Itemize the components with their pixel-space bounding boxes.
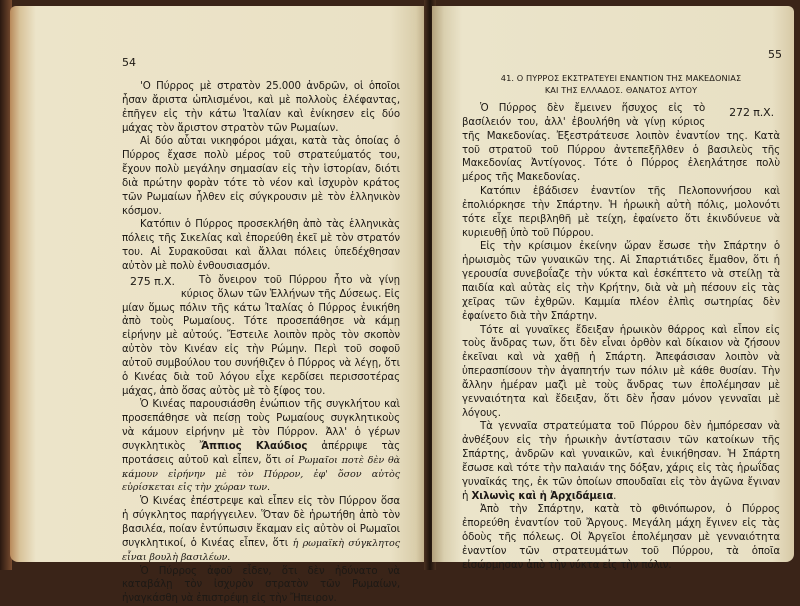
bold-name: Χιλωνὶς καὶ ἡ Ἀρχιδάμεια: [471, 490, 614, 502]
paragraph: Εἰς τὴν κρίσιμον ἐκείνην ὥραν ἔσωσε τὴν Σπάρτην ὁ ἡρωισμὸς τῶν γυναικῶν της. Αἱ Σπαρτιάτιδες ἔμαθον, ὅτι ἡ γερουσία συνεβοΐαζε τὴν νύκτα καὶ ἐσκέπτετο νὰ στείλῃ τὰ παιδία καὶ αὐτὰς εἰς τὴν Κρήτην, διὰ νὰ μὴ πέσουν εἰς τὰς χεῖρας τῶν ἐχθρῶν. Καμμία πλέον ἐλπὶς σωτηρίας δὲν ἐφαίνετο διὰ τὴν Σπάρτην.: [462, 241, 780, 322]
paragraph: Κατόπιν ἐβάδισεν ἐναντίον τῆς Πελοποννήσου καὶ ἐπολιόρκησε τὴν Σπάρτην. Ἡ ἡρωικὴ αὐτὴ πόλις, μολονότι τότε εἶχε περιβληθῆ μὲ τείχη, ἐφαίνετο ὅτι ἐκινδύνευε νὰ κυριευθῇ ὑπὸ τοῦ Πύρρου.: [462, 186, 780, 239]
paragraph: [122, 398, 400, 495]
left-page: [10, 6, 428, 605]
paragraph-text: Ὁ Πύρρος δὲν ἔμεινεν ἥσυχος εἰς τὸ βασίλειόν του, ἀλλ' ἐβουλήθη νὰ γίνῃ κύριος τῆς Μακεδονίας. Ἐξεστράτευσε λοιπὸν ἐναντίον της. Κατὰ τοῦ στρατοῦ τοῦ Πύρρου ἀντεπεξῆλθεν ὁ βασιλεὺς τῆς Μακεδονίας Ἀντίγονος. Τότε ὁ Πύρρος ἐλεηλάτησε πολὺ μέρος τῆς Μακεδονίας.: [462, 103, 780, 184]
paragraph: Ὁ Πύρρος ἀφοῦ εἶδεν, ὅτι δὲν ἠδύνατο νὰ καταβάλῃ τὸν ἰσχυρὸν στρατὸν τῶν Ρωμαίων, ἠναγκάσθη νὰ ἐπιστρέψῃ εἰς τὴν Ἤπειρον.: [122, 565, 400, 605]
left-page-text: [122, 80, 400, 606]
paragraph: [122, 495, 400, 564]
chapter-heading: [462, 72, 780, 96]
italic-quote: ἡ ρωμαϊκὴ σύγκλητος εἶναι βουλὴ βασιλέων.: [122, 537, 400, 563]
paragraph: Τότε αἱ γυναῖκες ἔδειξαν ἡρωικὸν θάρρος καὶ εἶπον εἰς τοὺς ἄνδρας των, ὅτι δὲν εἶναι ὀρθὸν καὶ δίκαιον νὰ ζήσουν ἐκεῖναι καὶ νὰ χαθῇ ἡ Σπάρτη. Ἀπεφάσισαν λοιπὸν νὰ ὑπερασπίσουν τὴν ἀγαπητήν των πόλιν μὲ κάθε θυσίαν. Τὴν ἄλλην ἡμέραν μαζὶ μὲ τοὺς ἄνδρας των ἐπολέμησαν μὲ γενναιότητα καὶ ἔδειξαν, ὅτι δὲν ἦσαν μόνον γενναῖαι μὲ λόγους.: [462, 324, 780, 419]
paragraph-text: .: [613, 490, 617, 502]
paragraph: [462, 102, 780, 185]
paragraph-text: ἀπέρριψε τὰς προτάσεις αὐτοῦ καὶ εἶπεν, ὅτι: [122, 440, 400, 466]
paragraph-text: Τὸ ὄνειρον τοῦ Πύρρου ἦτο νὰ γίνῃ κύριος ὅλων τῶν Ἑλλήνων τῆς Δύσεως. Εἰς μίαν ὅμως πόλιν τῆς κάτω Ἰταλίας ὁ Πύρρος ἐνικήθη ἀπὸ τοὺς Ρωμαίους. Τότε προσεπάθησε νὰ κάμῃ εἰρήνην μὲ αὐτούς. Ἔστειλε λοιπὸν πρὸς τὸν σκοπὸν αὐτὸν τὸν Κινέαν εἰς τὴν Ρώμην. Περὶ τοῦ σοφοῦ αὐτοῦ συμβούλου του συνήθιζεν ὁ Πύρρος νὰ λέγῃ, ὅτι ὁ Κινέας διὰ τοῦ λόγου εἶχε κερδίσει περισσοτέρας μάχας, ἀπὸ ὅσας αὐτὸς μὲ τὸ ξίφος του.: [122, 274, 400, 397]
italic-quote: οἱ Ρωμαῖοι ποτὲ δὲν θὰ κάμουν εἰρήνην μὲ τὸν Πύρρον, ἐφ' ὅσον αὐτὸς εὑρίσκεται εἰς τὴν χώραν των.: [122, 454, 400, 494]
margin-date: 272 π.Χ.: [729, 106, 774, 119]
paragraph: Κατόπιν ὁ Πύρρος προσεκλήθη ἀπὸ τὰς ἑλληνικὰς πόλεις τῆς Σικελίας καὶ ἐπορεύθη ἐκεῖ μὲ τὸν στρατόν του. Αἱ Συρακοῦσαι καὶ ἄλλαι πόλεις ὑπεδέχθησαν αὐτὸν μὲ πολὺ ἐνθουσιασμόν.: [122, 219, 400, 272]
paragraph-text: Ὁ Κινέας ἐπέστρεψε καὶ εἶπεν εἰς τὸν Πύρρον ὅσα ἡ σύγκλητος παρήγγειλεν. Ὅταν δὲ ἠρωτήθη ἀπὸ τὸν βασιλέα, ποίαν ἐντύπωσιν ἔκαμαν εἰς αὐτὸν οἱ Ρωμαῖοι συγκλητικοί, ὁ Κινέας εἶπεν, ὅτι: [122, 496, 400, 549]
right-page-text: [462, 102, 780, 573]
paragraph: Ἀπὸ τὴν Σπάρτην, κατὰ τὸ φθινόπωρον, ὁ Πύρρος ἐπορεύθη ἐναντίον τοῦ Ἄργους. Μεγάλη μάχη ἔγινεν εἰς τὰς ὁδοὺς τῆς πόλεως. Οἱ Ἀργεῖοι ἐπολέμησαν μὲ γενναιότητα ἐναντίον τῶν στρατευμάτων τοῦ Πύρρου, τὰ ὁποῖα εἰσώρμησαν ἀπὸ τὴν νύκτα εἰς τὴν πόλιν.: [462, 504, 780, 571]
paragraph: Αἱ δύο αὗται νικηφόροι μάχαι, κατὰ τὰς ὁποίας ὁ Πύρρος ἔχασε πολὺ μέρος τοῦ στρατεύματός του, ἔχουν πολὺ μεγάλην σημασίαν εἰς τὴν ἱστορίαν, διότι διὰ πρώτην φορὰν τότε τὸ νέον καὶ ἰσχυρὸν κράτος τῶν Ρωμαίων ἦλθεν εἰς σύγκρουσιν μὲ τὸν ἑλληνικὸν κόσμον.: [122, 136, 400, 217]
paragraph: [462, 420, 780, 503]
right-page: [432, 6, 794, 571]
page-number: 55: [768, 48, 782, 61]
chapter-heading-line: 41. Ο ΠΥΡΡΟΣ ΕΚΣΤΡΑΤΕΥΕΙ ΕΝΑΝΤΙΟΝ ΤΗΣ ΜΑΚΕΔΟΝΙΑΣ: [500, 73, 742, 83]
bold-name: Ἄππιος Κλαύδιος: [199, 440, 308, 452]
paragraph-text: Τὰ γενναῖα στρατεύματα τοῦ Πύρρου δὲν ἠμπόρεσαν νὰ ἀνθέξουν εἰς τὴν ἡρωικὴν ἀντίστασιν τῶν κατοίκων τῆς Σπάρτης, ἀνδρῶν καὶ γυναικῶν, καὶ ἐνικήθησαν. Ἡ Σπάρτη ἔσωσε καὶ τότε τὴν παλαιάν της δόξαν, χάρις εἰς τὰς ἡρωΐδας γυναῖκάς της, ἐκ τῶν ὁποίων σπουδαῖαι εἰς τὸν ἀγῶνα ἔγιναν ἡ: [462, 421, 780, 502]
paragraph: [122, 274, 400, 399]
paragraph: 'Ο Πύρρος μὲ στρατὸν 25.000 ἀνδρῶν, οἱ ὁποῖοι ἦσαν ἄριστα ὡπλισμένοι, καὶ μὲ πολλοὺς ἐλέφαντας, ἐπῆγεν εἰς τὴν κάτω Ἰταλίαν καὶ ἐνίκησεν εἰς δύο μάχας τὸν ἄριστον στρατὸν τῶν Ρωμαίων.: [122, 81, 400, 134]
paragraph-text: Ὁ Κινέας παρουσιάσθη ἐνώπιον τῆς συγκλήτου καὶ προσεπάθησε νὰ πείσῃ τοὺς Ρωμαίους συγκλητικοὺς νὰ κάμουν εἰρήνην μὲ τὸν Πύρρον. Ἀλλ' ὁ γέρων συγκλητικὸς: [122, 399, 400, 452]
chapter-heading-line: ΚΑΙ ΤΗΣ ΕΛΛΑΔΟΣ. ΘΑΝΑΤΟΣ ΑΥΤΟΥ: [544, 85, 698, 95]
margin-date: 275 π.Χ.: [130, 274, 175, 288]
page-number: 54: [122, 56, 136, 69]
